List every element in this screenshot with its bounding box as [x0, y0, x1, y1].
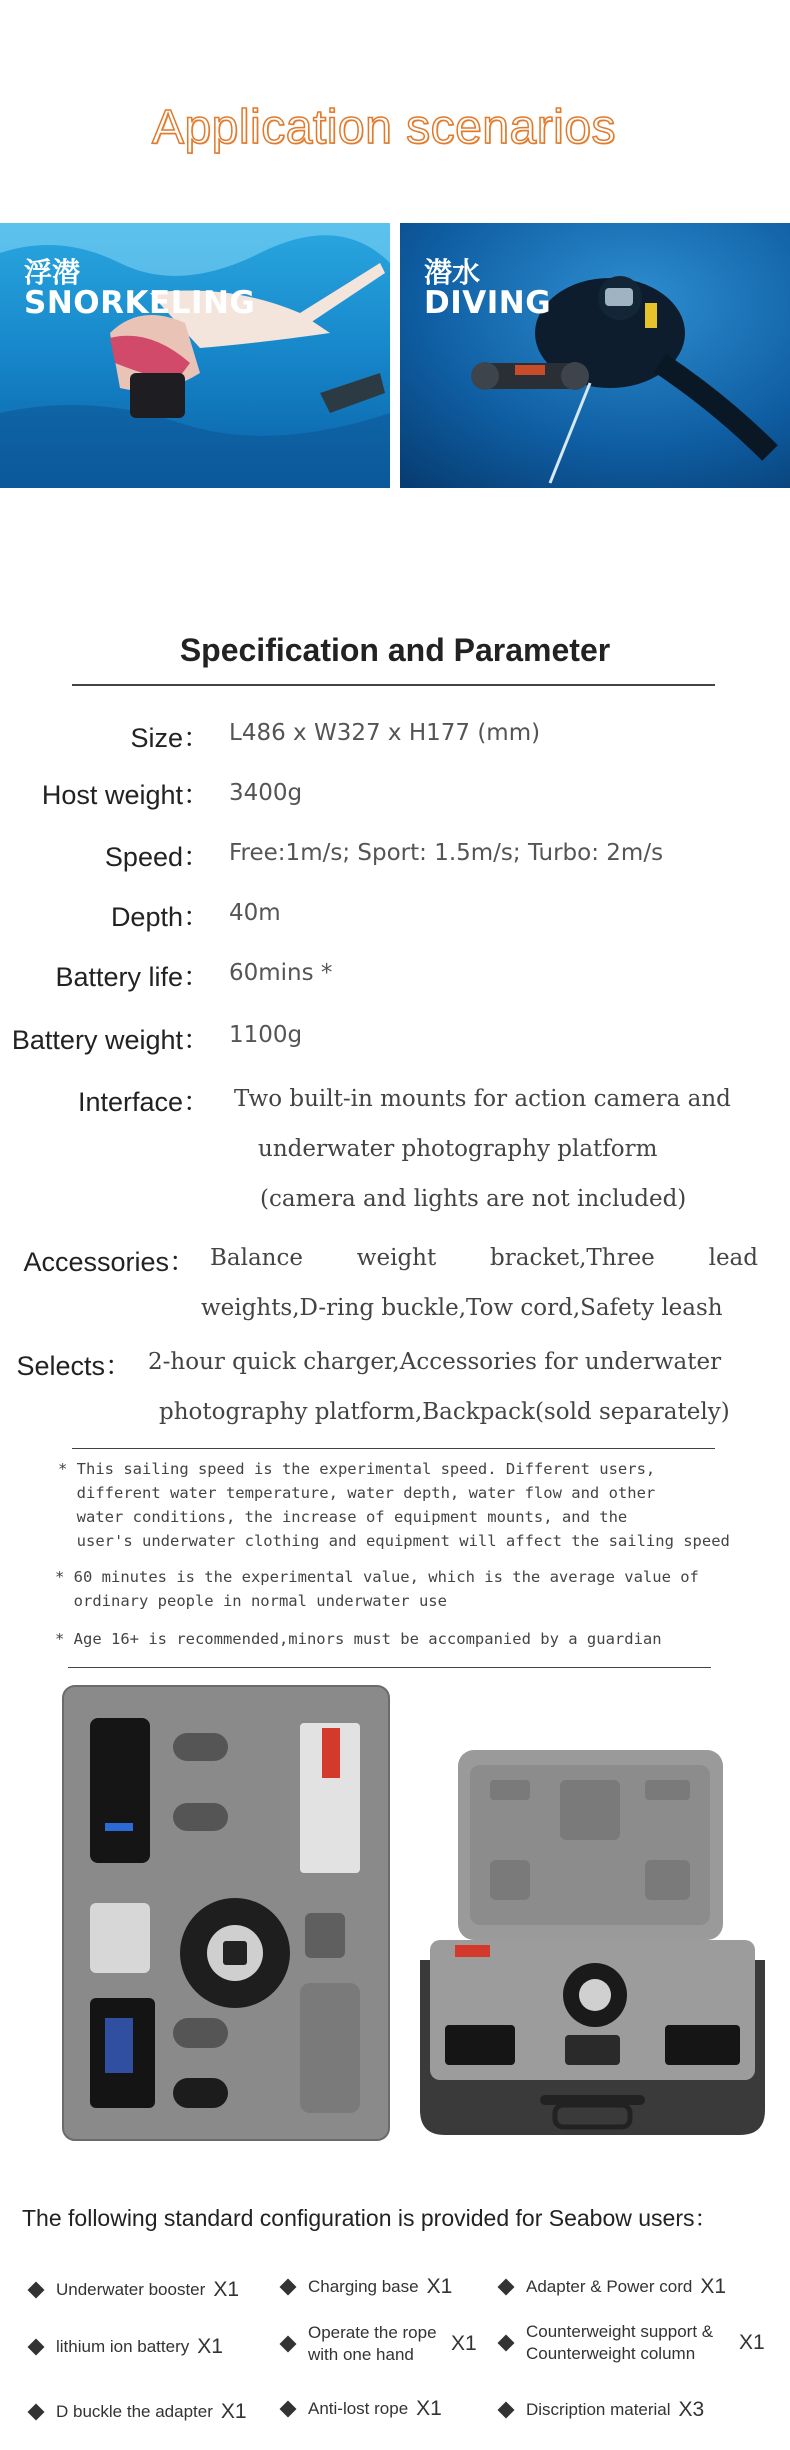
config-item-qty: X1 — [197, 2335, 223, 2358]
spec-value-host-weight: 3400g — [229, 780, 303, 806]
spec-value-accessories-line-2: weights,D-ring buckle,Tow cord,Safety leash — [201, 1295, 723, 1321]
spec-title: Specification and Parameter — [179, 632, 611, 668]
carrying-case-illustration — [410, 1740, 775, 2145]
diamond-bullet-icon — [28, 2282, 45, 2299]
config-item — [282, 2397, 442, 2421]
config-item-qty: X1 — [220, 2400, 247, 2423]
spec-value-selects-line-1: 2-hour quick charger,Accessories for underwater — [148, 1349, 722, 1375]
config-item — [282, 2275, 452, 2299]
snorkeling-photo — [0, 223, 390, 488]
scenario-en-label: DIVING — [424, 285, 552, 321]
spec-value-interface-line-3: (camera and lights are not included) — [260, 1186, 687, 1212]
spec-value-depth: 40m — [229, 900, 281, 926]
spec-value-selects-line-2: photography platform,Backpack(sold separately) — [159, 1399, 730, 1425]
config-item-qty: X1 — [700, 2275, 726, 2298]
config-item-qty: X1 — [739, 2331, 765, 2354]
note-age: * Age 16+ is recommended,minors must be accompanied by a guardian — [55, 1630, 662, 1648]
spec-value-accessories-line-1: Balance weight bracket,Three lead — [210, 1245, 758, 1271]
config-item-name: Adapter & Power cord — [526, 2277, 693, 2296]
diamond-bullet-icon — [280, 2279, 297, 2296]
spec-label-selects: Selects： — [16, 1351, 132, 1381]
diamond-bullet-icon — [498, 2279, 515, 2296]
config-item-name: Counterweight support & Counterweight column — [526, 2322, 714, 2363]
config-item-qty: X1 — [213, 2278, 239, 2301]
spec-label-depth: Depth： — [110, 902, 210, 932]
spec-label-host-weight: Host weight： — [41, 780, 210, 810]
config-item-name: Discription material — [526, 2400, 671, 2419]
config-item-qty: X1 — [451, 2332, 477, 2355]
notes-divider-top — [72, 1448, 715, 1449]
spec-label-battery-weight: Battery weight： — [11, 1025, 210, 1055]
config-item-qty: X1 — [416, 2397, 442, 2420]
spec-value-interface-line-2: underwater photography platform — [258, 1136, 658, 1162]
diving-photo — [400, 223, 790, 488]
spec-value-interface-line-1: Two built-in mounts for action camera and — [234, 1086, 731, 1112]
config-item — [500, 2398, 704, 2422]
config-item-name: lithium ion battery — [56, 2337, 190, 2356]
config-item-name: D buckle the adapter — [56, 2402, 213, 2421]
config-item-qty: X3 — [678, 2398, 705, 2421]
config-title: The following standard configuration is provided for Seabow users： — [22, 2205, 718, 2231]
spec-value-battery-weight: 1100g — [229, 1022, 303, 1048]
spec-label-accessories: Accessories： — [23, 1247, 196, 1277]
note-sailing-speed: * This sailing speed is the experimental speed. Different users, different water temperature, water depth, water flow and other water conditions, the increase of equipment mounts, and the user's underwater clothing and equipment will affect the sailing speed — [58, 1460, 730, 1550]
note-battery-time: * 60 minutes is the experimental value, which is the average value of ordinary people in normal underwater use — [55, 1568, 699, 1610]
spec-value-speed: Free:1m/s; Sport: 1.5m/s; Turbo: 2m/s — [229, 840, 664, 866]
spec-value-size: L486 x W327 x H177 (mm) — [229, 720, 541, 746]
spec-label-size: Size： — [130, 723, 210, 753]
diamond-bullet-icon — [498, 2402, 515, 2419]
spec-label-battery-life: Battery life： — [55, 962, 210, 992]
spec-divider — [72, 684, 715, 686]
notes-divider-bottom — [68, 1667, 711, 1668]
config-item — [30, 2278, 239, 2302]
config-item-name: Operate the rope with one hand — [308, 2323, 437, 2364]
diamond-bullet-icon — [280, 2401, 297, 2418]
config-item — [282, 2322, 477, 2366]
config-item — [30, 2335, 223, 2359]
config-item — [500, 2275, 726, 2299]
scenario-cn-label: 浮潜 — [24, 257, 81, 288]
diamond-bullet-icon — [28, 2404, 45, 2421]
spec-value-battery-life: 60mins * — [229, 960, 333, 986]
application-scenarios-title: Application scenarios — [151, 101, 617, 154]
config-item-qty: X1 — [426, 2275, 453, 2298]
scenario-en-label: SNORKELING — [24, 285, 256, 321]
scenario-cn-label: 潜水 — [424, 257, 481, 288]
diamond-bullet-icon — [498, 2335, 515, 2352]
config-item-name: Underwater booster — [56, 2280, 206, 2299]
foam-insert-illustration — [60, 1683, 390, 2143]
config-item-name: Anti-lost rope — [308, 2399, 409, 2418]
spec-label-interface: Interface： — [77, 1087, 210, 1117]
foam-insert-photo — [60, 1683, 390, 2143]
config-item — [500, 2321, 765, 2365]
diamond-bullet-icon — [280, 2336, 297, 2353]
config-item-name: Charging base — [308, 2277, 419, 2296]
config-item — [30, 2400, 247, 2424]
carrying-case-photo — [410, 1740, 775, 2145]
spec-label-speed: Speed： — [104, 842, 210, 872]
diamond-bullet-icon — [28, 2339, 45, 2356]
